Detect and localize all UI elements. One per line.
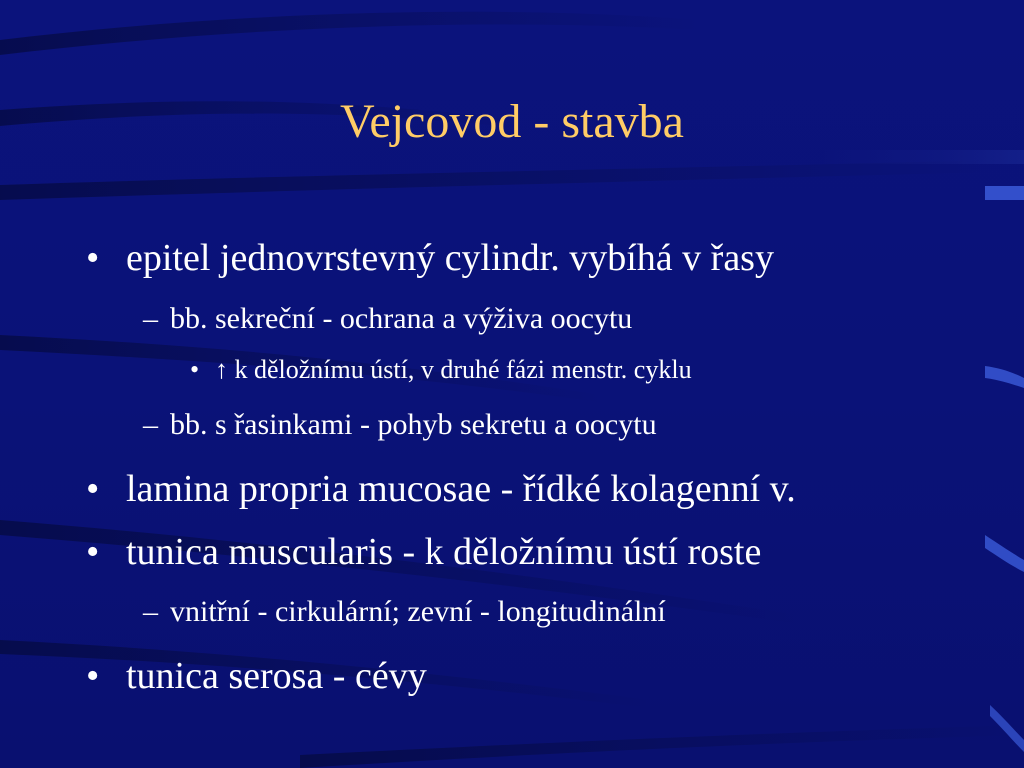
bullet-item: lamina propria mucosae - řídké kolagenní v. bbox=[126, 468, 796, 510]
bullet-item: tunica muscularis - k děložnímu ústí roste bbox=[126, 531, 762, 573]
dash-marker: – bbox=[143, 595, 158, 628]
bullet-item: tunica serosa - cévy bbox=[126, 655, 427, 697]
bullet-item: epitel jednovrstevný cylindr. vybíhá v řasy bbox=[126, 237, 774, 279]
sub-sub-bullet-item bbox=[215, 355, 692, 385]
bullet-marker: • bbox=[86, 237, 100, 279]
sub-sub-bullet-text: k děložnímu ústí, v druhé fázi menstr. cyklu bbox=[234, 355, 692, 384]
dash-marker: – bbox=[143, 408, 158, 441]
sub-bullet-item: bb. s řasinkami - pohyb sekretu a oocytu bbox=[170, 408, 657, 441]
dash-marker: – bbox=[143, 302, 158, 335]
bullet-marker: • bbox=[190, 355, 200, 384]
bullet-marker: • bbox=[86, 468, 100, 510]
bullet-marker: • bbox=[86, 655, 100, 697]
sub-bullet-item: vnitřní - cirkulární; zevní - longitudinální bbox=[170, 595, 666, 628]
slide-title: Vejcovod - stavba bbox=[340, 95, 684, 148]
arrow-up-icon: ↑ bbox=[215, 355, 228, 384]
bullet-marker: • bbox=[86, 531, 100, 573]
sub-bullet-item: bb. sekreční - ochrana a výživa oocytu bbox=[170, 302, 633, 335]
